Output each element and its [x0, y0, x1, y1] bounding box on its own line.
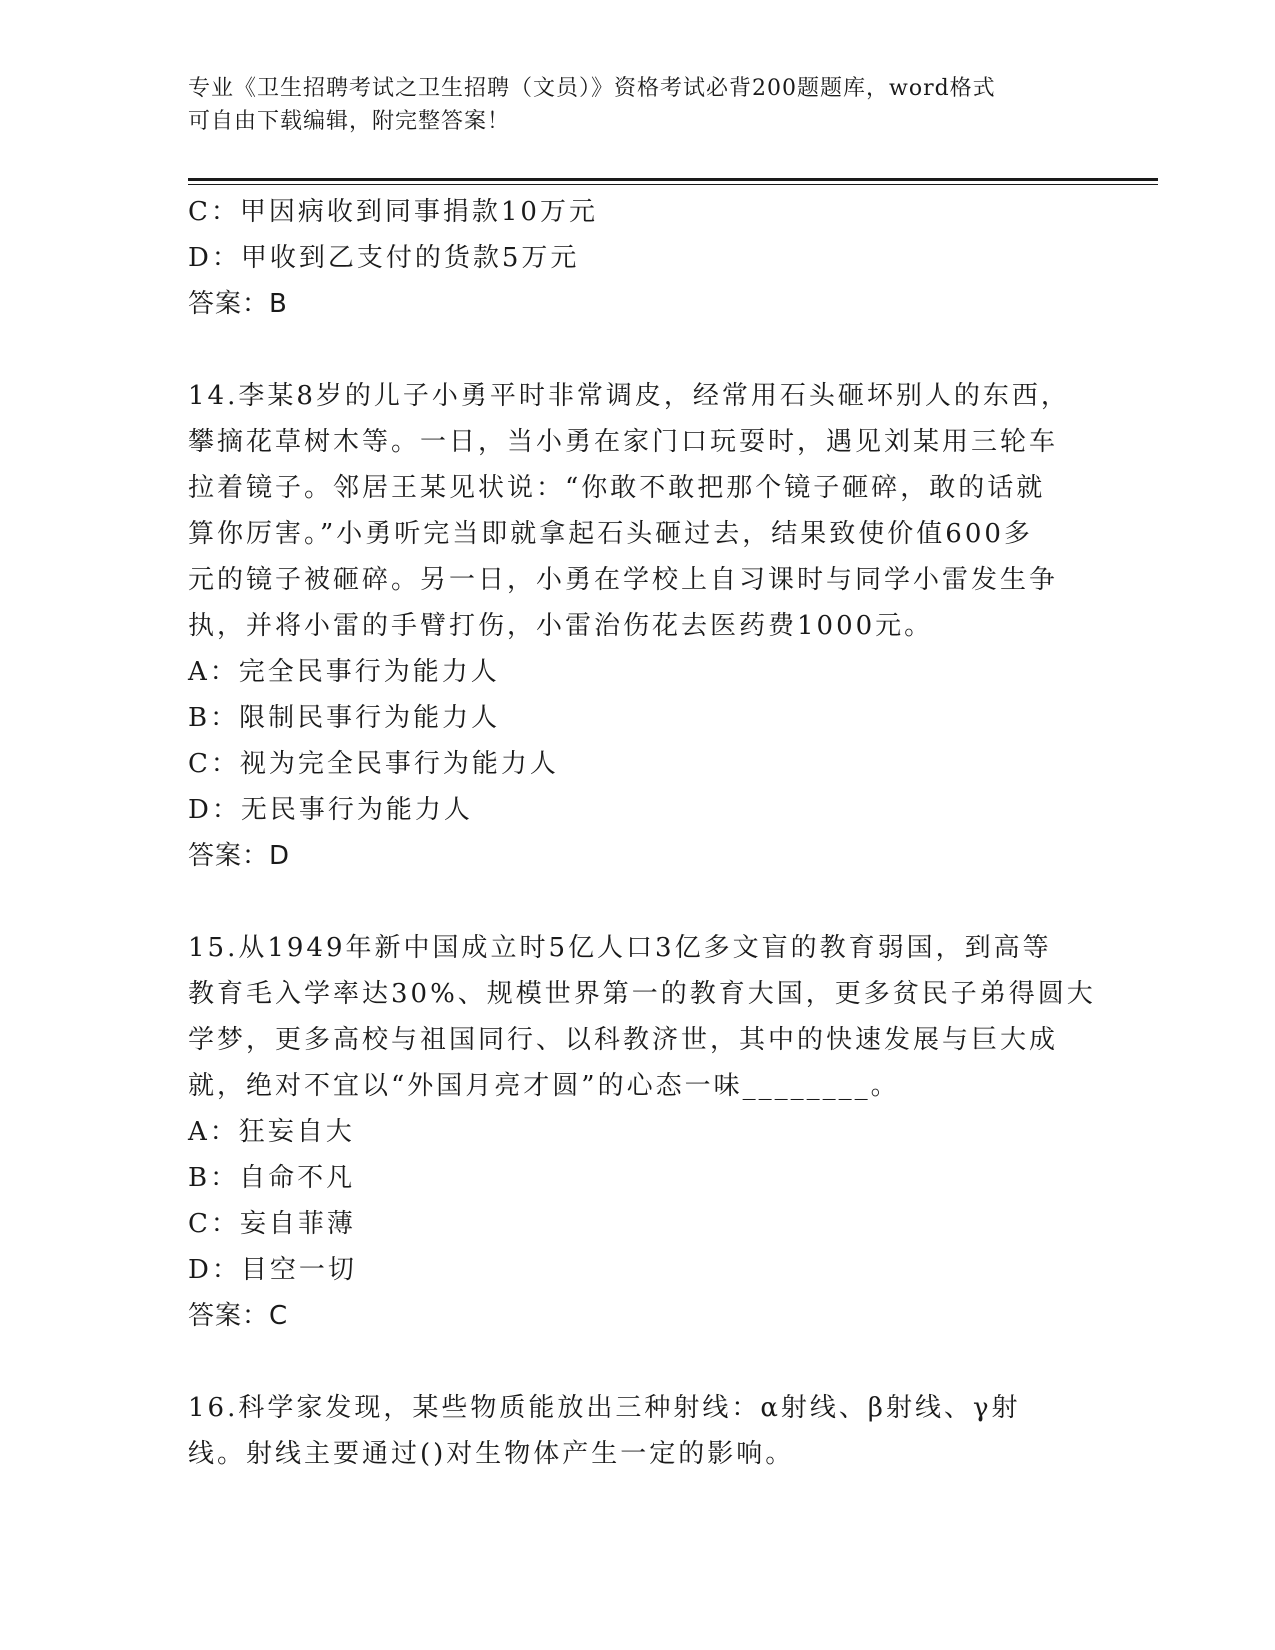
option-b: B：限制民事行为能力人	[188, 703, 501, 733]
header-rule-thick	[188, 178, 1158, 181]
question-15	[188, 925, 1108, 1339]
spacer	[188, 327, 1108, 373]
document-header	[188, 72, 1088, 138]
question-text-line: 教育毛入学率达30%、规模世界第一的教育大国，更多贫民子弟得圆大	[188, 979, 1096, 1009]
option-d: D：甲收到乙支付的货款5万元	[188, 243, 580, 273]
question-text-line: 线。射线主要通过()对生物体产生一定的影响。	[188, 1439, 795, 1469]
header-line-2: 可自由下载编辑，附完整答案！	[188, 109, 511, 134]
option-d: D：无民事行为能力人	[188, 795, 473, 825]
option-c: C：视为完全民事行为能力人	[188, 749, 559, 779]
option-a: A：完全民事行为能力人	[188, 657, 500, 687]
question-text-line: 拉着镜子。邻居王某见状说：“你敢不敢把那个镜子砸碎，敢的话就	[188, 473, 1046, 503]
question-text-line: 就，绝对不宜以“外国月亮才圆”的心态一味________。	[188, 1071, 900, 1101]
option-d: D：目空一切	[188, 1255, 357, 1285]
question-13-tail	[188, 189, 1108, 327]
option-c: C：甲因病收到同事捐款10万元	[188, 197, 598, 227]
option-c: C：妄自菲薄	[188, 1209, 356, 1239]
question-text-line: 攀摘花草树木等。一日，当小勇在家门口玩耍时，遇见刘某用三轮车	[188, 427, 1059, 457]
question-text-line: 算你厉害。”小勇听完当即就拿起石头砸过去，结果致使价值600多	[188, 519, 1033, 549]
question-text-line: 元的镜子被砸碎。另一日，小勇在学校上自习课时与同学小雷发生争	[188, 565, 1059, 595]
question-text-line: 16.科学家发现，某些物质能放出三种射线：α射线、β射线、γ射	[188, 1393, 1021, 1423]
answer-line: 答案：B	[188, 289, 288, 319]
question-text-line: 14.李某8岁的儿子小勇平时非常调皮，经常用石头砸坏别人的东西，	[188, 381, 1070, 411]
header-rule-thin	[188, 184, 1158, 185]
answer-line: 答案：C	[188, 1301, 289, 1331]
question-16	[188, 1385, 1108, 1477]
question-text-line: 学梦，更多高校与祖国同行、以科教济世，其中的快速发展与巨大成	[188, 1025, 1059, 1055]
option-b: B：自命不凡	[188, 1163, 356, 1193]
question-14	[188, 373, 1108, 879]
question-text-line: 15.从1949年新中国成立时5亿人口3亿多文盲的教育弱国，到高等	[188, 933, 1052, 963]
option-a: A：狂妄自大	[188, 1117, 355, 1147]
answer-line: 答案：D	[188, 841, 291, 871]
question-text-line: 执，并将小雷的手臂打伤，小雷治伤花去医药费1000元。	[188, 611, 934, 641]
spacer	[188, 879, 1108, 925]
document-body	[188, 189, 1108, 1477]
spacer	[188, 1339, 1108, 1385]
header-line-1: 专业《卫生招聘考试之卫生招聘（文员）》资格考试必背200题题库，word格式	[188, 76, 996, 101]
